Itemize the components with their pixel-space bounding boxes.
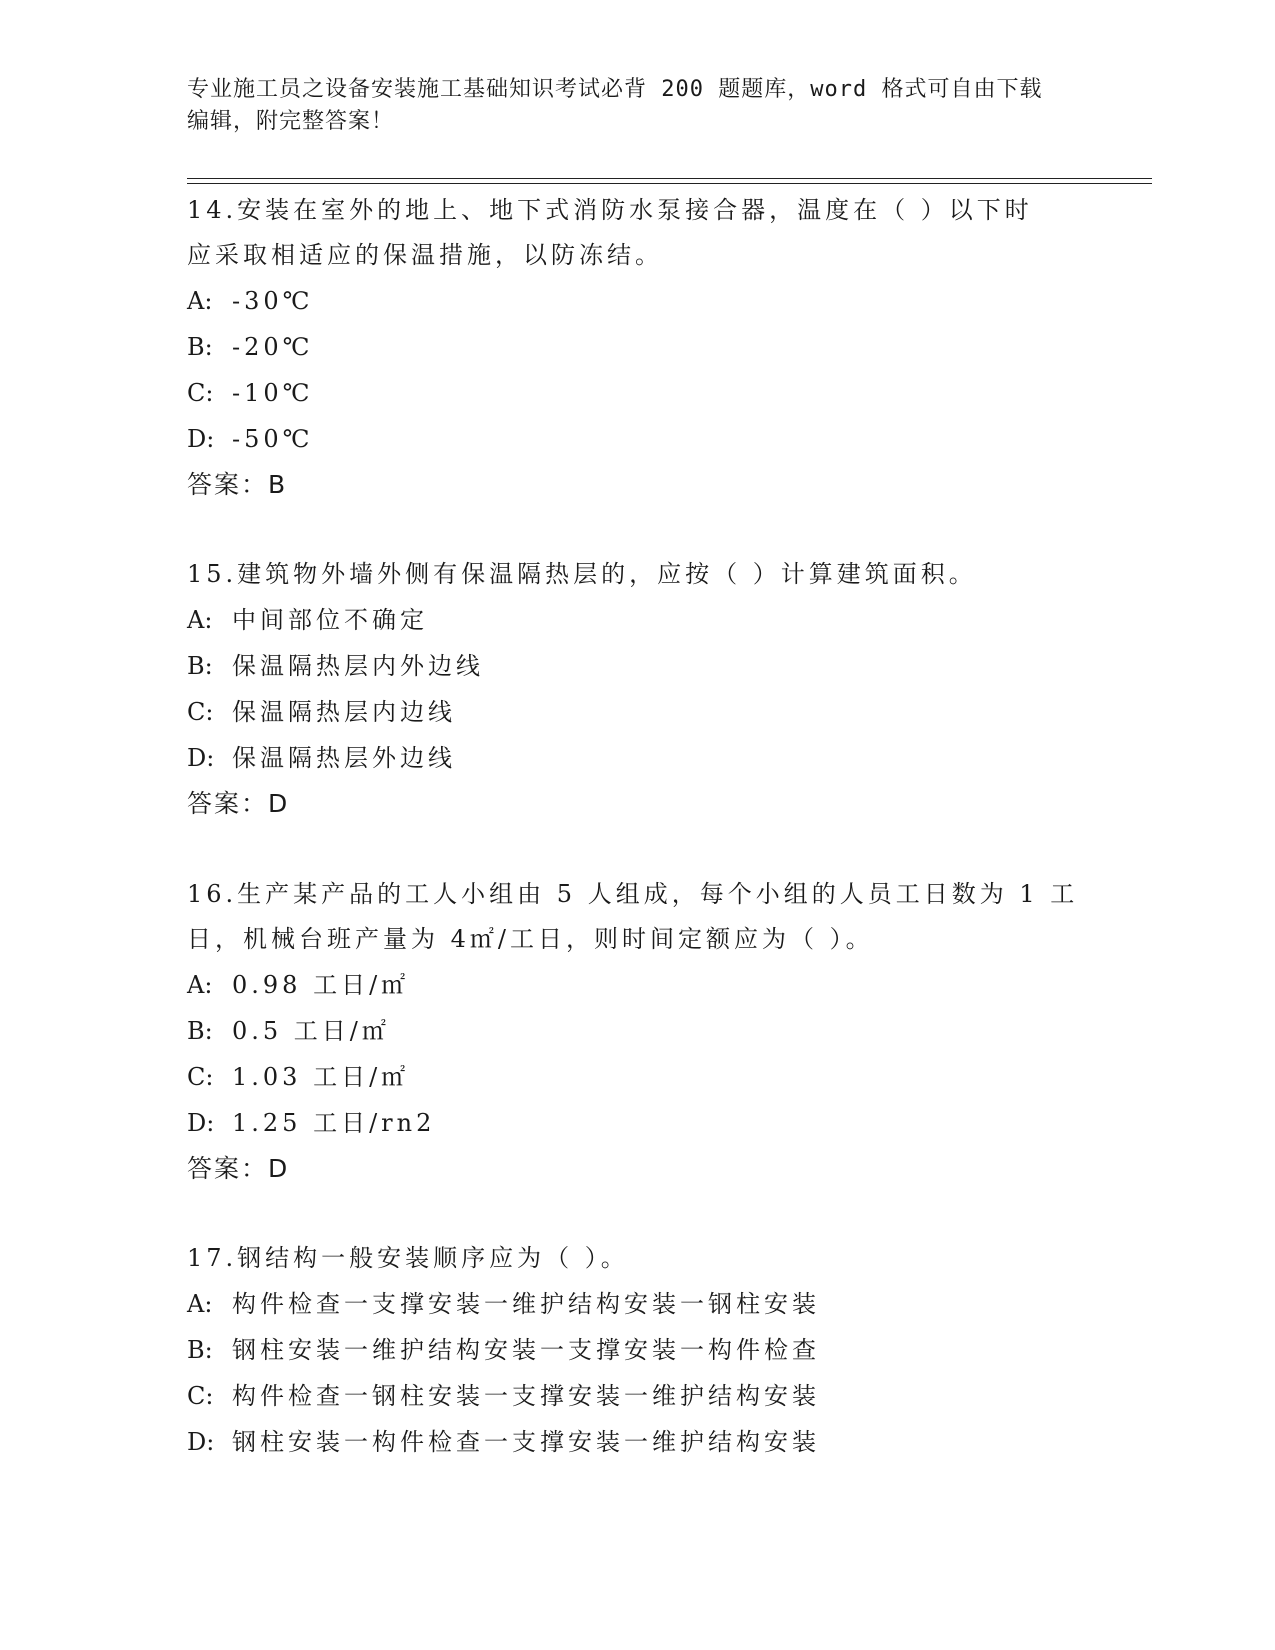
answer-label: 答案：	[187, 1154, 269, 1183]
question-17	[187, 1236, 1087, 1465]
option-text: 1.03 工日/㎡	[232, 1063, 410, 1091]
option-a	[187, 278, 1087, 324]
question-14	[187, 188, 1087, 508]
option-a	[187, 962, 1087, 1008]
option-text: 保温隔热层内边线	[232, 698, 456, 726]
option-letter: B:	[187, 1336, 213, 1364]
question-15	[187, 552, 1087, 827]
option-letter: A:	[187, 287, 213, 315]
option-text: 0.5 工日/㎡	[232, 1017, 390, 1045]
question-stem-line: 日，机械台班产量为 4㎡/工日，则时间定额应为（ ）。	[187, 925, 874, 953]
header-title-line-1: 专业施工员之设备安装施工基础知识考试必背 200 题题库，word 格式可自由下载	[187, 77, 1043, 102]
option-text: 钢柱安装一维护结构安装一支撑安装一构件检查	[232, 1336, 820, 1364]
option-text: -50℃	[232, 425, 314, 453]
option-d	[187, 416, 1087, 462]
option-b	[187, 324, 1087, 370]
option-letter: C:	[187, 698, 214, 726]
option-letter: D:	[187, 425, 215, 453]
option-d	[187, 1100, 1087, 1146]
option-c	[187, 370, 1087, 416]
option-text: 构件检查一支撑安装一维护结构安装一钢柱安装	[232, 1290, 820, 1318]
option-letter: A:	[187, 1290, 213, 1318]
answer-value: B	[268, 470, 287, 499]
answer-line	[187, 462, 1087, 508]
answer-label: 答案：	[187, 789, 269, 818]
question-stem-line: 15.建筑物外墙外侧有保温隔热层的，应按（ ）计算建筑面积。	[187, 560, 977, 588]
option-letter: C:	[187, 379, 214, 407]
option-c	[187, 1373, 1087, 1419]
option-text: 中间部位不确定	[232, 606, 428, 634]
question-stem-line: 16.生产某产品的工人小组由 5 人组成，每个小组的人员工日数为 1 工	[187, 880, 1079, 908]
option-letter: B:	[187, 1017, 213, 1045]
option-c	[187, 689, 1087, 735]
document-header	[187, 74, 1087, 138]
answer-value: D	[268, 1154, 289, 1183]
option-letter: C:	[187, 1382, 214, 1410]
option-b	[187, 1008, 1087, 1054]
option-b	[187, 1327, 1087, 1373]
option-text: -10℃	[232, 379, 314, 407]
option-text: 钢柱安装一构件检查一支撑安装一维护结构安装	[232, 1428, 820, 1456]
option-d	[187, 735, 1087, 781]
question-16	[187, 872, 1087, 1192]
option-text: 构件检查一钢柱安装一支撑安装一维护结构安装	[232, 1382, 820, 1410]
option-a	[187, 1281, 1087, 1327]
header-divider-top	[187, 178, 1152, 179]
header-divider-bottom	[187, 183, 1152, 184]
option-c	[187, 1054, 1087, 1100]
option-letter: D:	[187, 1428, 215, 1456]
answer-line	[187, 781, 1087, 827]
option-text: -20℃	[232, 333, 314, 361]
option-a	[187, 597, 1087, 643]
option-letter: D:	[187, 1109, 215, 1137]
option-letter: D:	[187, 744, 215, 772]
option-d	[187, 1419, 1087, 1465]
option-letter: C:	[187, 1063, 214, 1091]
option-letter: B:	[187, 333, 213, 361]
option-text: -30℃	[232, 287, 314, 315]
option-text: 保温隔热层外边线	[232, 744, 456, 772]
option-letter: B:	[187, 652, 213, 680]
option-b	[187, 643, 1087, 689]
question-stem-line: 14.安装在室外的地上、地下式消防水泵接合器，温度在（ ）以下时	[187, 196, 1033, 224]
answer-value: D	[268, 789, 289, 818]
option-text: 1.25 工日/rn2	[232, 1109, 436, 1137]
question-stem-line: 17.钢结构一般安装顺序应为（ ）。	[187, 1244, 629, 1272]
header-title-line-2: 编辑，附完整答案！	[187, 109, 395, 134]
option-text: 0.98 工日/㎡	[232, 971, 410, 999]
answer-line	[187, 1146, 1087, 1192]
option-text: 保温隔热层内外边线	[232, 652, 484, 680]
answer-label: 答案：	[187, 470, 269, 499]
option-letter: A:	[187, 606, 213, 634]
question-stem-line: 应采取相适应的保温措施，以防冻结。	[187, 241, 663, 269]
option-letter: A:	[187, 971, 213, 999]
